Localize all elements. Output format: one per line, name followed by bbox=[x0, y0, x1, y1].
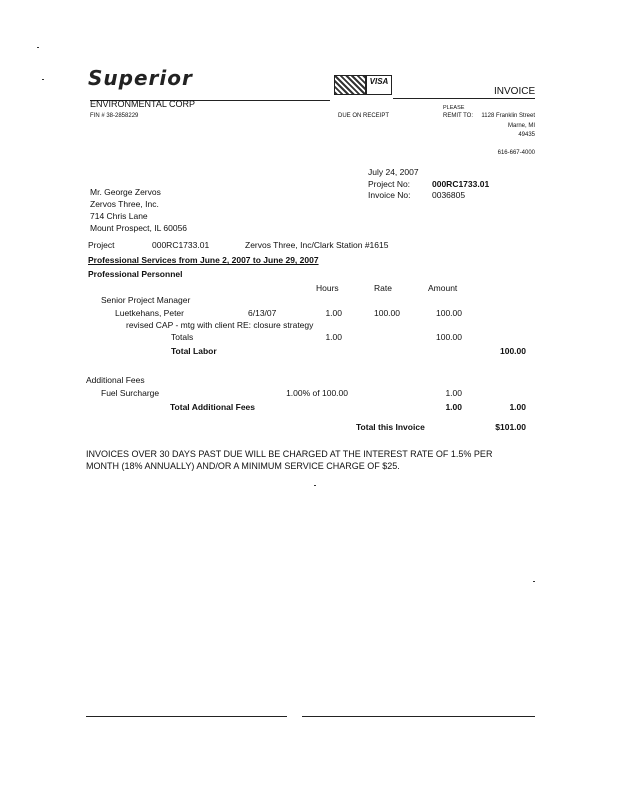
grand-total: $101.00 bbox=[495, 422, 526, 432]
grand-total-label: Total this Invoice bbox=[356, 422, 425, 432]
scan-speck bbox=[314, 485, 316, 486]
project-no: 000RC1733.01 bbox=[432, 179, 490, 189]
col-amount: Amount bbox=[428, 283, 458, 293]
remit-address-line: Marne, MI bbox=[507, 123, 535, 129]
company-name: ENVIRONMENTAL CORP bbox=[90, 99, 196, 109]
payment-terms: DUE ON RECEIPT bbox=[338, 113, 390, 119]
card-logo-icon bbox=[334, 75, 366, 95]
total-labor-label: Total Labor bbox=[171, 346, 217, 356]
late-notice-line: INVOICES OVER 30 DAYS PAST DUE WILL BE CHARGED AT THE INTEREST RATE OF 1.5% PER bbox=[86, 449, 493, 459]
footer-rule bbox=[86, 716, 287, 717]
company-logo: Superior bbox=[88, 66, 193, 90]
work-description: revised CAP - mtg with client RE: closure strategy bbox=[126, 320, 314, 330]
totals-hours: 1.00 bbox=[325, 332, 342, 342]
visa-logo-icon bbox=[366, 75, 392, 95]
invoice-no: 0036805 bbox=[432, 190, 466, 200]
personnel-heading: Professional Personnel bbox=[88, 269, 183, 279]
remit-address-line: 1128 Franklin Street bbox=[481, 113, 535, 119]
scan-speck bbox=[37, 47, 39, 48]
remit-address-line: 49435 bbox=[518, 132, 535, 138]
role: Senior Project Manager bbox=[101, 295, 191, 305]
services-period: Professional Services from June 2, 2007 to June 29, 2007 bbox=[88, 255, 319, 265]
total-labor: 100.00 bbox=[500, 346, 526, 356]
totals-label: Totals bbox=[171, 332, 194, 342]
col-rate: Rate bbox=[374, 283, 392, 293]
bill-to-line: Zervos Three, Inc. bbox=[90, 199, 159, 209]
col-hours: Hours bbox=[316, 283, 339, 293]
fee-item: Fuel Surcharge bbox=[101, 388, 160, 398]
visa-text: VISA bbox=[369, 77, 389, 86]
late-notice-line: MONTH (18% ANNUALLY) AND/OR A MINIMUM SERVICE CHARGE OF $25. bbox=[86, 461, 400, 471]
invoice-date: July 24, 2007 bbox=[368, 167, 419, 177]
totals-amount: 100.00 bbox=[436, 332, 462, 342]
total-additional-label: Total Additional Fees bbox=[170, 402, 256, 412]
remit-label-1: PLEASE bbox=[443, 105, 465, 111]
fin-number: FIN # 38-2858229 bbox=[90, 113, 139, 119]
total-additional: 1.00 bbox=[509, 402, 526, 412]
fee-basis: 1.00% of 100.00 bbox=[286, 388, 348, 398]
total-additional-amount: 1.00 bbox=[445, 402, 462, 412]
fee-amount: 1.00 bbox=[445, 388, 462, 398]
project-no-label: Project No: bbox=[368, 179, 411, 189]
invoice-no-label: Invoice No: bbox=[368, 190, 411, 200]
work-date: 6/13/07 bbox=[248, 308, 277, 318]
company-phone: 616-667-4000 bbox=[497, 150, 535, 156]
bill-to-line: 714 Chris Lane bbox=[90, 211, 148, 221]
scan-speck bbox=[42, 79, 44, 80]
employee-name: Luetkehans, Peter bbox=[115, 308, 184, 318]
document-type: INVOICE bbox=[494, 86, 536, 97]
project-name: Zervos Three, Inc/Clark Station #1615 bbox=[245, 240, 389, 250]
project-label: Project bbox=[88, 240, 115, 250]
bill-to-line: Mr. George Zervos bbox=[90, 187, 161, 197]
bill-to-line: Mount Prospect, IL 60056 bbox=[90, 223, 188, 233]
amount-value: 100.00 bbox=[436, 308, 462, 318]
project-number: 000RC1733.01 bbox=[152, 240, 210, 250]
hours-value: 1.00 bbox=[325, 308, 342, 318]
additional-heading: Additional Fees bbox=[86, 375, 145, 385]
scan-speck bbox=[533, 581, 535, 582]
header-rule-right bbox=[393, 98, 535, 99]
remit-label-2: REMIT TO: bbox=[443, 113, 474, 119]
footer-rule bbox=[302, 716, 535, 717]
rate-value: 100.00 bbox=[374, 308, 400, 318]
